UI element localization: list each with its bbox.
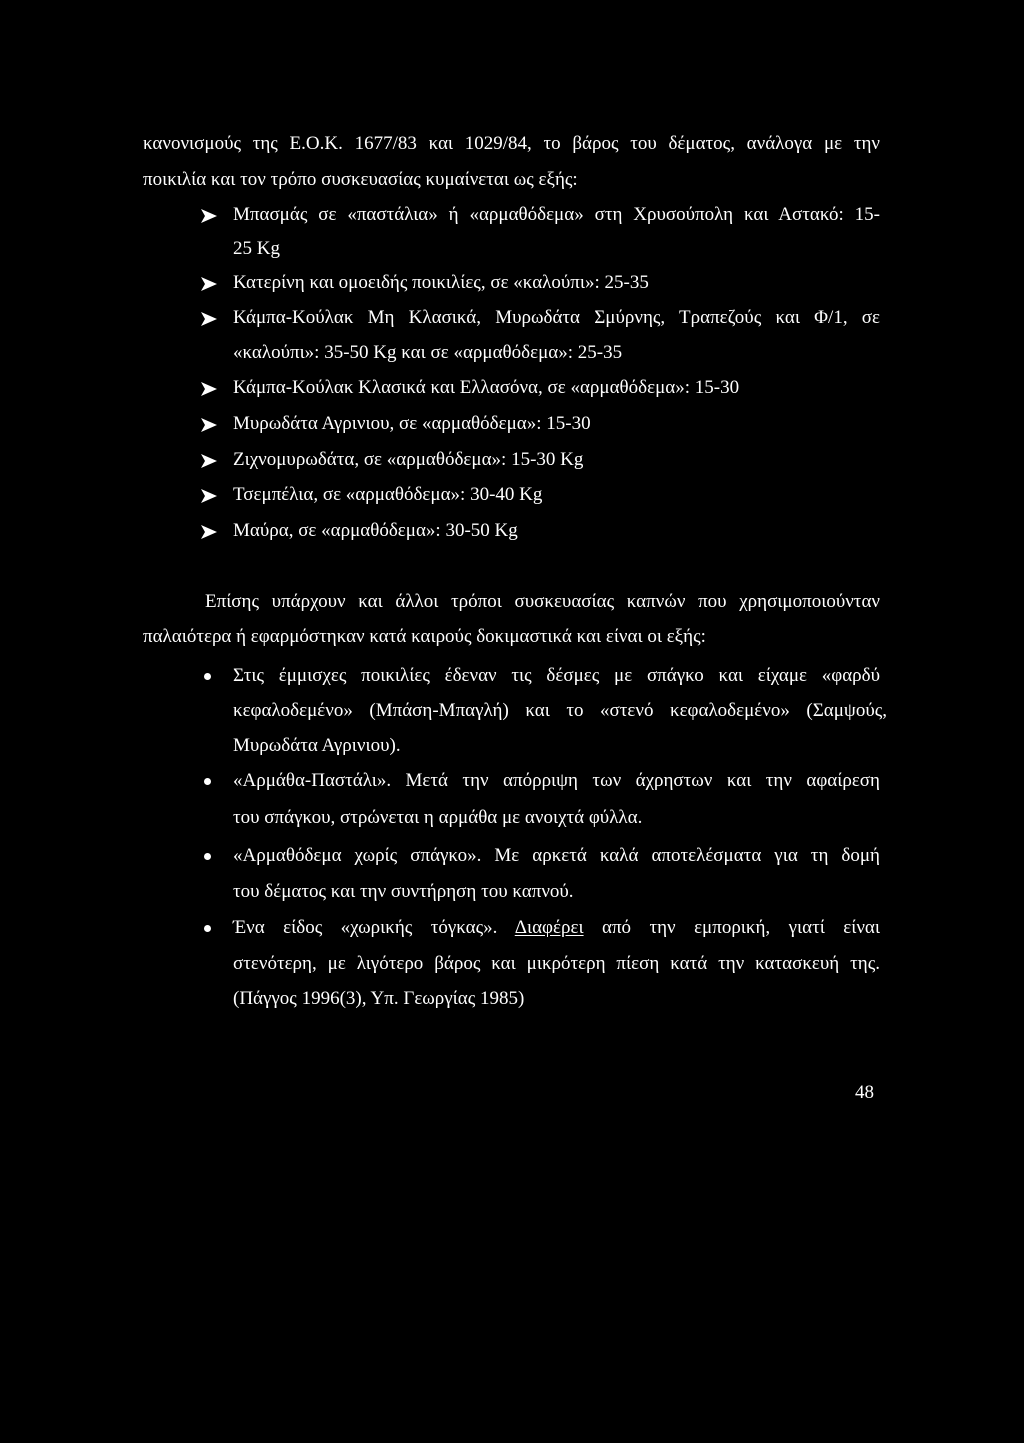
list-item-line: «καλούπι»: 35-50 Kg και σε «αρμαθόδεμα»: 25-35: [233, 342, 623, 363]
dot-bullet-icon: [204, 778, 211, 785]
underlined-word: Διαφέρει: [514, 917, 584, 938]
paragraph-line: παλαιότερα ή εφαρμόστηκαν κατά καιρούς δοκιμαστικά και είναι οι εξής:: [143, 626, 706, 647]
list-item-line: Μπασμάς σε «παστάλια» ή «αρμαθόδεμα» στη Χρυσούπολη και Αστακό: 15-: [233, 204, 880, 225]
arrowhead-bullet-icon: [201, 525, 217, 539]
paragraph-line: ποικιλία και τον τρόπο συσκευασίας κυμαίνεται ως εξής:: [143, 169, 578, 190]
list-item-line: κεφαλοδεμένο» (Μπάση-Μπαγλή) και το «στενό κεφαλοδεμένο» (Σαμψούς,: [233, 700, 887, 721]
arrowhead-bullet-icon: [201, 312, 217, 326]
list-item-line: «Αρμαθόδεμα χωρίς σπάγκο». Με αρκετά καλά αποτελέσματα για τη δομή: [233, 845, 880, 866]
arrowhead-bullet-icon: [201, 454, 217, 468]
list-item-line: Κατερίνη και ομοειδής ποικιλίες, σε «καλούπι»: 25-35: [233, 272, 649, 293]
list-item-line: 25 Kg: [233, 238, 280, 259]
list-item-line: Μυρωδάτα Αγρινιου).: [233, 735, 401, 756]
arrowhead-bullet-icon: [201, 489, 217, 503]
list-item-line: Μαύρα, σε «αρμαθόδεμα»: 30-50 Kg: [233, 520, 518, 541]
arrowhead-bullet-icon: [201, 418, 217, 432]
list-item-line: στενότερη, με λιγότερο βάρος και μικρότερη πίεση κατά την κατασκευή της.: [233, 953, 880, 974]
text-segment: Ένα είδος «χωρικής τόγκας».: [233, 917, 515, 938]
list-item-line: του δέματος και την συντήρηση του καπνού.: [233, 881, 574, 902]
list-item-line: [233, 916, 880, 940]
list-item-line: Μυρωδάτα Αγρινιου, σε «αρμαθόδεμα»: 15-30: [233, 413, 591, 434]
paragraph-line: Επίσης υπάρχουν και άλλοι τρόποι συσκευασίας καπνών που χρησιμοποιούνταν: [205, 591, 880, 612]
list-item-line: Κάμπα-Κούλακ Μη Κλασικά, Μυρωδάτα Σμύρνης, Τραπεζούς και Φ/1, σε: [233, 307, 880, 328]
arrowhead-bullet-icon: [201, 382, 217, 396]
page-number: 48: [855, 1082, 874, 1103]
list-item-line: Ζιχνομυρωδάτα, σε «αρμαθόδεμα»: 15-30 Kg: [233, 449, 584, 470]
list-item-line: Κάμπα-Κούλακ Κλασικά και Ελλασόνα, σε «αρμαθόδεμα»: 15-30: [233, 377, 740, 398]
dot-bullet-icon: [204, 673, 211, 680]
dot-bullet-icon: [204, 853, 211, 860]
list-item-line: του σπάγκου, στρώνεται η αρμάθα με ανοιχτά φύλλα.: [233, 807, 643, 828]
arrowhead-bullet-icon: [201, 277, 217, 291]
paragraph-line: κανονισμούς της Ε.Ο.Κ. 1677/83 και 1029/84, το βάρος του δέματος, ανάλογα με την: [143, 133, 880, 154]
text-segment: από την εμπορική, γιατί είναι: [583, 917, 880, 938]
dot-bullet-icon: [204, 925, 211, 932]
list-item-line: Στις έμμισχες ποικιλίες έδεναν τις δέσμες με σπάγκο και είχαμε «φαρδύ: [233, 665, 880, 686]
list-item-line: «Αρμάθα-Παστάλι». Μετά την απόρριψη των άχρηστων και την αφαίρεση: [233, 770, 880, 791]
list-item-line: Τσεμπέλια, σε «αρμαθόδεμα»: 30-40 Kg: [233, 484, 543, 505]
arrowhead-bullet-icon: [201, 209, 217, 223]
citation: (Πάγγος 1996(3), Υπ. Γεωργίας 1985): [233, 988, 525, 1009]
